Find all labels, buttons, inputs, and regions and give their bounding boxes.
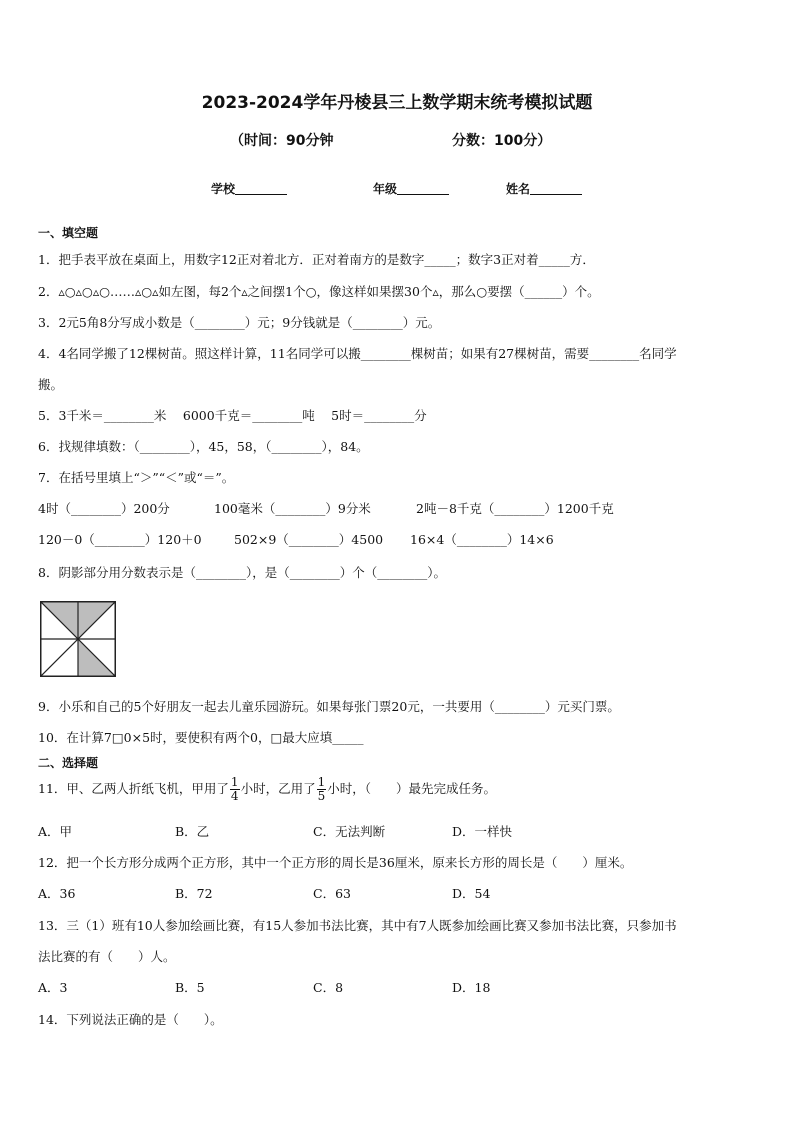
q12-option-c: C．63 bbox=[313, 886, 351, 901]
q7-item: 2吨－8千克（________）1200千克 bbox=[416, 501, 614, 516]
school-field: 学校 bbox=[211, 180, 287, 197]
question-10: 10．在计算7□0×5时，要使积有两个0，□最大应填_____ bbox=[38, 730, 364, 745]
shaded-square-figure bbox=[40, 601, 116, 677]
q13-option-a: A．3 bbox=[38, 980, 68, 995]
q7-item: 4时（________）200分 bbox=[38, 501, 170, 516]
q12-option-d: D．54 bbox=[452, 886, 491, 901]
q11-option-a: A．甲 bbox=[38, 824, 73, 839]
question-9: 9．小乐和自己的5个好朋友一起去儿童乐园游玩。如果每张门票20元，一共要用（________）元买门票。 bbox=[38, 699, 620, 714]
question-4: 4．4名同学搬了12棵树苗。照这样计算，11名同学可以搬________棵树苗；如果有27棵树苗，需要________名同学 bbox=[38, 346, 677, 361]
q7-item: 120－0（________）120＋0 bbox=[38, 532, 202, 547]
fraction-one-quarter: $\frac{1}{4}$ bbox=[230, 775, 239, 803]
q12-option-a: A．36 bbox=[38, 886, 76, 901]
question-7: 7．在括号里填上“＞”“＜”或“＝”。 bbox=[38, 470, 235, 485]
question-5: 5．3千米＝________米 6000千克＝________吨 5时＝________分 bbox=[38, 408, 427, 423]
fraction-one-fifth: $\frac{1}{5}$ bbox=[317, 775, 326, 803]
question-13-cont: 法比赛的有（ ）人。 bbox=[38, 949, 176, 964]
q13-option-c: C．8 bbox=[313, 980, 344, 995]
q11-option-c: C．无法判断 bbox=[313, 824, 386, 839]
question-3: 3．2元5角8分写成小数是（________）元；9分钱就是（________）元。 bbox=[38, 315, 441, 330]
question-12: 12．把一个长方形分成两个正方形，其中一个正方形的周长是36厘米，原来长方形的周长是（ ）厘米。 bbox=[38, 855, 633, 870]
question-11: 11．甲、乙两人折纸飞机，甲用了 $\frac{1}{4}$ 小时，乙用了 $\frac{1}{5}$ 小时，（ ）最先完成任务。 bbox=[38, 775, 496, 803]
q13-option-b: B．5 bbox=[175, 980, 205, 995]
name-field: 姓名 bbox=[506, 180, 582, 197]
q7-item: 16×4（________）14×6 bbox=[410, 532, 554, 547]
grade-field: 年级 bbox=[373, 180, 449, 197]
exam-score: 分数：100分） bbox=[452, 133, 552, 149]
question-14: 14．下列说法正确的是（ ）。 bbox=[38, 1012, 223, 1027]
section-choice: 二、选择题 bbox=[38, 756, 99, 770]
q12-option-b: B．72 bbox=[175, 886, 213, 901]
section-fill-blank: 一、填空题 bbox=[38, 226, 99, 240]
q13-option-d: D．18 bbox=[452, 980, 491, 995]
question-4-cont: 搬。 bbox=[38, 377, 64, 392]
question-13: 13．三（1）班有10人参加绘画比赛，有15人参加书法比赛，其中有7人既参加绘画比赛又参加书法比赛，只参加书 bbox=[38, 918, 677, 933]
q7-item: 502×9（________）4500 bbox=[234, 532, 384, 547]
q11-option-b: B．乙 bbox=[175, 824, 210, 839]
q7-item: 100毫米（________）9分米 bbox=[214, 501, 371, 516]
exam-title: 2023-2024学年丹棱县三上数学期末统考模拟试题 bbox=[201, 93, 593, 113]
question-2: 2．▵○▵○▵○……▵○▵如左图，每2个▵之间摆1个○，像这样如果摆30个▵，那么○要摆（______）个。 bbox=[38, 284, 600, 299]
q11-option-d: D．一样快 bbox=[452, 824, 513, 839]
exam-time: （时间：90分钟 bbox=[230, 133, 334, 149]
question-8: 8．阴影部分用分数表示是（________），是（________）个（________）。 bbox=[38, 565, 446, 580]
question-6: 6．找规律填数：（________），45，58，（________），84。 bbox=[38, 439, 369, 454]
question-1: 1．把手表平放在桌面上，用数字12正对着北方．正对着南方的是数字_____；数字3正对着_____方． bbox=[38, 252, 595, 267]
